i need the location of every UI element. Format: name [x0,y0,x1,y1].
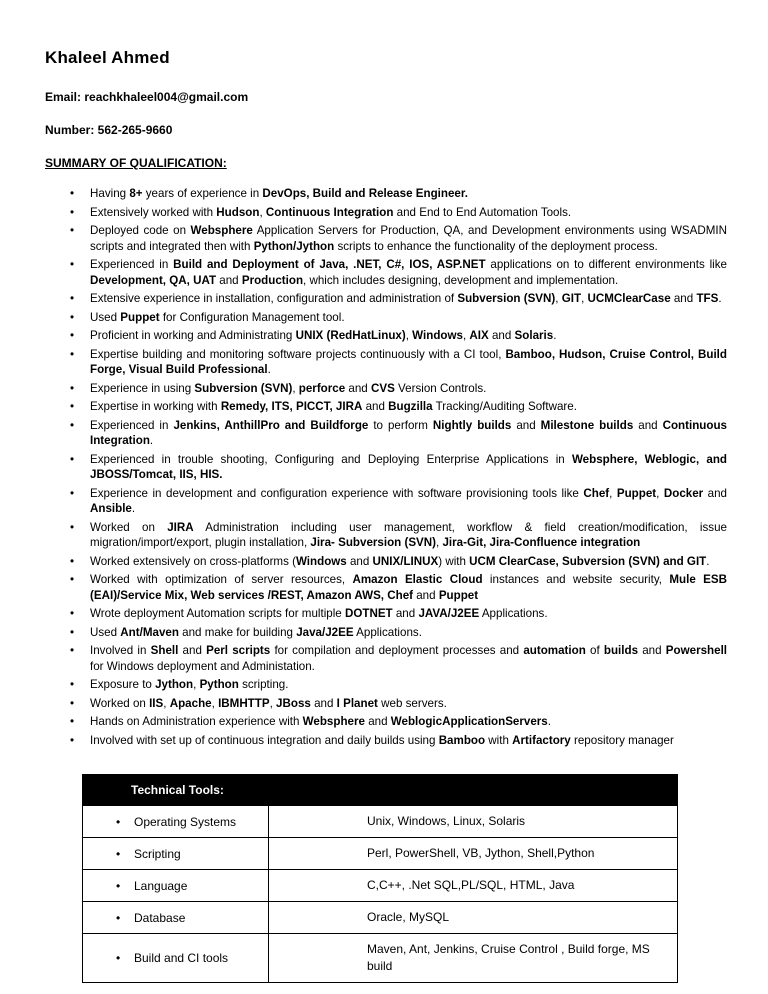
table-header-row [83,775,678,806]
qualification-item: • Used Puppet for Configuration Management tool. [90,310,727,326]
qualification-item: • Extensively worked with Hudson, Continuous Integration and End to End Automation Tools. [90,205,727,221]
bullet-icon: • [116,846,121,861]
table-row [83,902,678,934]
qualification-item: • Experienced in Build and Deployment of Java, .NET, C#, IOS, ASP.NET applications on to different environments like Development, QA, UAT and Production, which includes designing, development and implementation. [90,257,727,288]
qualification-item: • Deployed code on Websphere Application Servers for Production, QA, and Development environments using WSADMIN scripts and integrated then with Python/Jython scripts to enhance the functionality of the deployment process. [90,223,727,254]
qualification-item: • Wrote deployment Automation scripts for multiple DOTNET and JAVA/J2EE Applications. [90,606,727,622]
table-row [83,870,678,902]
tool-category-cell [83,838,269,870]
tool-category-cell [83,806,269,838]
tool-category-label: Scripting [134,846,181,861]
qualification-item: • Experienced in trouble shooting, Configuring and Deploying Enterprise Applications in Websphere, Weblogic, and JBOSS/Tomcat, IIS, HIS. [90,452,727,483]
qualification-item: • Expertise building and monitoring software projects continuously with a CI tool, Bamboo, Hudson, Cruise Control, Build Forge, Visual Build Professional. [90,347,727,378]
qualification-item: • Hands on Administration experience with Websphere and WeblogicApplicationServers. [90,714,727,730]
tool-category-label: Operating Systems [134,814,237,829]
candidate-name: Khaleel Ahmed [45,48,170,67]
qualification-item: • Worked extensively on cross-platforms (Windows and UNIX/LINUX) with UCM ClearCase, Subversion (SVN) and GIT. [90,554,727,570]
tool-category-cell [83,902,269,934]
section-heading [45,156,727,170]
qualification-item: • Having 8+ years of experience in DevOps, Build and Release Engineer. [90,186,727,202]
table-header-spacer [269,775,678,806]
qualification-item: • Experienced in Jenkins, AnthillPro and Buildforge to perform Nightly builds and Milestone builds and Continuous Integration. [90,418,727,449]
qualification-item: • Expertise in working with Remedy, ITS, PICCT, JIRA and Bugzilla Tracking/Auditing Software. [90,399,727,415]
tool-values-cell: Unix, Windows, Linux, Solaris [269,806,678,838]
qualification-item: • Worked with optimization of server resources, Amazon Elastic Cloud instances and website security, Mule ESB (EAI)/Service Mix, Web services /REST, Amazon AWS, Chef and Puppet [90,572,727,603]
bullet-icon: • [116,814,121,829]
qualification-item: • Worked on IIS, Apache, IBMHTTP, JBoss and I Planet web servers. [90,696,727,712]
qualification-item: • Used Ant/Maven and make for building Java/J2EE Applications. [90,625,727,641]
qualification-item: • Exposure to Jython, Python scripting. [90,677,727,693]
qualification-item: • Worked on JIRA Administration including user management, workflow & field creation/modification, issue migration/import/export, plugin installation, Jira- Subversion (SVN), Jira-Git, Jira-Confluence integration [90,520,727,551]
tool-values-cell: Maven, Ant, Jenkins, Cruise Control , Build forge, MS build [269,934,678,983]
tool-values-cell: Oracle, MySQL [269,902,678,934]
technical-tools-table [82,774,678,983]
bullet-icon: • [116,910,121,925]
tool-values-cell: Perl, PowerShell, VB, Jython, Shell,Python [269,838,678,870]
table-row [83,806,678,838]
table-header-label: Technical Tools: [83,775,269,806]
tool-category-label: Build and CI tools [134,951,229,965]
tool-category-label: Language [134,878,188,893]
bullet-icon: • [116,951,121,965]
qualification-list [90,186,727,748]
qualification-item: • Experience in development and configuration experience with software provisioning tools like Chef, Puppet, Docker and Ansible. [90,486,727,517]
qualification-item: • Involved in Shell and Perl scripts for compilation and deployment processes and automation of builds and Powershell for Windows deployment and Administation. [90,643,727,674]
bullet-icon: • [116,878,121,893]
tool-category-cell [83,870,269,902]
table-row [83,934,678,983]
table-body [83,806,678,983]
tool-values-cell: C,C++, .Net SQL,PL/SQL, HTML, Java [269,870,678,902]
qualification-item: • Experience in using Subversion (SVN), perforce and CVS Version Controls. [90,381,727,397]
table-row [83,838,678,870]
qualification-item: • Involved with set up of continuous integration and daily builds using Bamboo with Artifactory repository manager [90,733,727,749]
tool-category-cell [83,934,269,983]
email-line: Email: reachkhaleel004@gmail.com [45,90,249,104]
qualification-item: • Extensive experience in installation, configuration and administration of Subversion (SVN), GIT, UCMClearCase and TFS. [90,291,727,307]
phone-line: Number: 562-265-9660 [45,123,173,137]
qualification-item: • Proficient in working and Administrating UNIX (RedHatLinux), Windows, AIX and Solaris. [90,328,727,344]
section-heading-text: SUMMARY OF QUALIFICATION: [45,156,227,170]
tool-category-label: Database [134,910,186,925]
